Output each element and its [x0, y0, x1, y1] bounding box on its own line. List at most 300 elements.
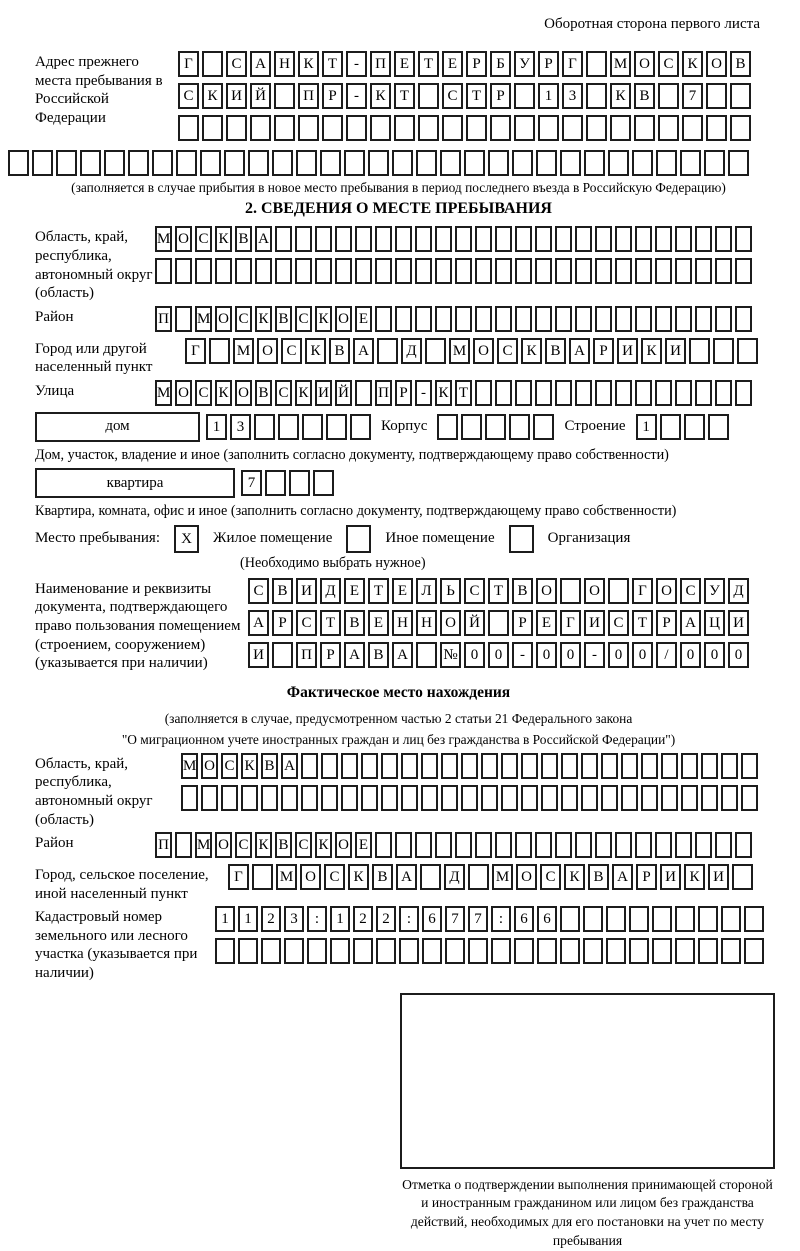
form-cell[interactable]: Е [392, 578, 413, 604]
form-cell[interactable] [395, 306, 412, 332]
form-cell[interactable] [464, 150, 485, 176]
form-cell[interactable] [370, 115, 391, 141]
form-cell[interactable] [514, 83, 535, 109]
form-cell[interactable] [561, 785, 578, 811]
form-cell[interactable]: Д [401, 338, 422, 364]
form-cell[interactable] [675, 380, 692, 406]
form-cell[interactable] [721, 753, 738, 779]
form-cell[interactable]: М [233, 338, 254, 364]
form-cell[interactable] [200, 150, 221, 176]
form-cell[interactable] [215, 258, 232, 284]
form-cell[interactable] [422, 938, 442, 964]
form-cell[interactable] [606, 906, 626, 932]
form-cell[interactable]: К [682, 51, 703, 77]
form-cell[interactable] [175, 832, 192, 858]
form-cell[interactable] [701, 753, 718, 779]
form-cell[interactable] [515, 832, 532, 858]
form-cell[interactable]: И [665, 338, 686, 364]
form-cell[interactable] [706, 115, 727, 141]
form-cell[interactable] [584, 150, 605, 176]
form-cell[interactable] [421, 785, 438, 811]
form-cell[interactable] [675, 938, 695, 964]
form-cell[interactable]: 2 [261, 906, 281, 932]
form-cell[interactable] [675, 258, 692, 284]
form-cell[interactable]: 0 [704, 642, 725, 668]
form-cell[interactable] [575, 226, 592, 252]
form-cell[interactable] [495, 226, 512, 252]
form-cell[interactable] [376, 938, 396, 964]
form-cell[interactable]: К [641, 338, 662, 364]
form-cell[interactable] [684, 414, 705, 440]
form-cell[interactable] [706, 83, 727, 109]
form-cell[interactable]: А [255, 226, 272, 252]
form-cell[interactable] [488, 610, 509, 636]
form-cell[interactable]: И [584, 610, 605, 636]
form-cell[interactable] [320, 150, 341, 176]
form-cell[interactable] [435, 226, 452, 252]
form-cell[interactable] [175, 258, 192, 284]
form-cell[interactable] [461, 785, 478, 811]
form-cell[interactable] [632, 150, 653, 176]
form-cell[interactable] [621, 785, 638, 811]
form-cell[interactable] [512, 150, 533, 176]
form-cell[interactable] [395, 258, 412, 284]
form-cell[interactable] [721, 785, 738, 811]
form-cell[interactable]: С [226, 51, 247, 77]
form-cell[interactable] [395, 226, 412, 252]
form-cell[interactable]: О [584, 578, 605, 604]
form-cell[interactable]: : [307, 906, 327, 932]
form-cell[interactable]: - [415, 380, 432, 406]
form-cell[interactable] [248, 150, 269, 176]
form-cell[interactable] [322, 115, 343, 141]
form-cell[interactable] [744, 906, 764, 932]
form-cell[interactable]: Т [632, 610, 653, 636]
form-cell[interactable]: К [215, 380, 232, 406]
form-cell[interactable] [416, 150, 437, 176]
form-cell[interactable]: В [545, 338, 566, 364]
form-cell[interactable] [629, 938, 649, 964]
form-cell[interactable]: 0 [488, 642, 509, 668]
form-cell[interactable] [341, 753, 358, 779]
form-cell[interactable] [104, 150, 125, 176]
form-cell[interactable]: О [335, 306, 352, 332]
form-cell[interactable]: А [569, 338, 590, 364]
form-cell[interactable] [265, 470, 286, 496]
form-cell[interactable] [737, 338, 758, 364]
form-cell[interactable]: У [514, 51, 535, 77]
form-cell[interactable] [721, 906, 741, 932]
form-cell[interactable]: В [344, 610, 365, 636]
form-cell[interactable]: О [516, 864, 537, 890]
form-cell[interactable]: К [305, 338, 326, 364]
form-cell[interactable] [606, 938, 626, 964]
form-cell[interactable] [202, 51, 223, 77]
form-cell[interactable]: Й [335, 380, 352, 406]
form-cell[interactable] [368, 150, 389, 176]
form-cell[interactable]: 2 [376, 906, 396, 932]
form-cell[interactable] [295, 226, 312, 252]
form-cell[interactable]: К [298, 51, 319, 77]
form-cell[interactable] [695, 226, 712, 252]
form-cell[interactable] [601, 785, 618, 811]
form-cell[interactable]: Е [355, 832, 372, 858]
form-cell[interactable] [735, 258, 752, 284]
form-cell[interactable] [394, 115, 415, 141]
form-cell[interactable] [475, 832, 492, 858]
form-cell[interactable]: - [512, 642, 533, 668]
form-cell[interactable]: С [178, 83, 199, 109]
form-cell[interactable] [80, 150, 101, 176]
form-cell[interactable]: А [281, 753, 298, 779]
form-cell[interactable] [226, 115, 247, 141]
form-cell[interactable] [608, 150, 629, 176]
form-cell[interactable] [415, 832, 432, 858]
form-cell[interactable]: 7 [468, 906, 488, 932]
form-cell[interactable] [615, 380, 632, 406]
form-cell[interactable]: И [248, 642, 269, 668]
form-cell[interactable] [560, 150, 581, 176]
form-cell[interactable] [695, 832, 712, 858]
form-cell[interactable] [315, 258, 332, 284]
form-cell[interactable]: И [660, 864, 681, 890]
form-cell[interactable]: К [435, 380, 452, 406]
form-cell[interactable]: С [442, 83, 463, 109]
form-cell[interactable]: М [155, 226, 172, 252]
form-cell[interactable]: 1 [330, 906, 350, 932]
form-cell[interactable] [475, 306, 492, 332]
form-cell[interactable]: С [296, 610, 317, 636]
form-cell[interactable] [615, 306, 632, 332]
form-cell[interactable]: О [175, 380, 192, 406]
form-cell[interactable]: И [226, 83, 247, 109]
form-cell[interactable] [375, 258, 392, 284]
form-cell[interactable]: Н [274, 51, 295, 77]
form-cell[interactable]: Р [593, 338, 614, 364]
form-cell[interactable]: - [584, 642, 605, 668]
form-cell[interactable] [481, 785, 498, 811]
form-cell[interactable]: О [215, 832, 232, 858]
form-cell[interactable] [704, 150, 725, 176]
form-cell[interactable] [392, 150, 413, 176]
form-cell[interactable] [441, 753, 458, 779]
form-cell[interactable]: 3 [562, 83, 583, 109]
form-cell[interactable]: В [255, 380, 272, 406]
form-cell[interactable] [335, 226, 352, 252]
form-cell[interactable] [301, 785, 318, 811]
checkbox-zhiloe-pomeshchenie[interactable]: X [174, 525, 199, 553]
form-cell[interactable]: 7 [682, 83, 703, 109]
form-cell[interactable] [501, 785, 518, 811]
form-cell[interactable] [381, 753, 398, 779]
form-cell[interactable] [445, 938, 465, 964]
form-cell[interactable] [491, 938, 511, 964]
form-cell[interactable] [521, 785, 538, 811]
form-cell[interactable] [128, 150, 149, 176]
form-cell[interactable] [495, 380, 512, 406]
form-cell[interactable] [275, 226, 292, 252]
form-cell[interactable] [698, 938, 718, 964]
form-cell[interactable] [298, 115, 319, 141]
form-cell[interactable] [468, 864, 489, 890]
form-cell[interactable]: Д [444, 864, 465, 890]
form-cell[interactable] [621, 753, 638, 779]
form-cell[interactable] [175, 306, 192, 332]
form-cell[interactable] [610, 115, 631, 141]
form-cell[interactable] [514, 938, 534, 964]
form-cell[interactable] [415, 258, 432, 284]
form-cell[interactable] [535, 380, 552, 406]
form-cell[interactable] [418, 83, 439, 109]
form-cell[interactable] [341, 785, 358, 811]
form-cell[interactable]: В [235, 226, 252, 252]
form-cell[interactable]: Т [368, 578, 389, 604]
form-cell[interactable] [660, 414, 681, 440]
form-cell[interactable]: 1 [636, 414, 657, 440]
form-cell[interactable]: М [449, 338, 470, 364]
form-cell[interactable]: О [473, 338, 494, 364]
form-cell[interactable]: Б [490, 51, 511, 77]
form-cell[interactable] [575, 306, 592, 332]
form-cell[interactable] [560, 578, 581, 604]
form-cell[interactable]: К [564, 864, 585, 890]
form-cell[interactable] [501, 753, 518, 779]
form-cell[interactable] [538, 115, 559, 141]
form-cell[interactable] [730, 115, 751, 141]
form-cell[interactable]: Р [538, 51, 559, 77]
form-cell[interactable]: О [634, 51, 655, 77]
form-cell[interactable] [321, 785, 338, 811]
form-cell[interactable] [272, 150, 293, 176]
form-cell[interactable] [655, 306, 672, 332]
form-cell[interactable] [296, 150, 317, 176]
form-cell[interactable] [381, 785, 398, 811]
form-cell[interactable]: Т [320, 610, 341, 636]
form-cell[interactable] [535, 258, 552, 284]
form-cell[interactable] [272, 642, 293, 668]
form-cell[interactable]: 0 [728, 642, 749, 668]
form-cell[interactable] [395, 832, 412, 858]
form-cell[interactable] [658, 83, 679, 109]
form-cell[interactable] [490, 115, 511, 141]
form-cell[interactable] [515, 258, 532, 284]
form-cell[interactable]: О [257, 338, 278, 364]
form-cell[interactable]: 1 [538, 83, 559, 109]
form-cell[interactable] [514, 115, 535, 141]
form-cell[interactable] [289, 470, 310, 496]
form-cell[interactable] [586, 115, 607, 141]
form-cell[interactable]: В [730, 51, 751, 77]
form-cell[interactable] [235, 258, 252, 284]
form-cell[interactable] [681, 785, 698, 811]
form-cell[interactable] [301, 753, 318, 779]
form-cell[interactable] [215, 938, 235, 964]
form-cell[interactable] [581, 785, 598, 811]
form-cell[interactable]: С [195, 226, 212, 252]
form-cell[interactable] [555, 258, 572, 284]
form-cell[interactable]: О [536, 578, 557, 604]
form-cell[interactable]: П [370, 51, 391, 77]
form-cell[interactable]: Т [394, 83, 415, 109]
form-cell[interactable]: В [275, 306, 292, 332]
form-cell[interactable]: 3 [284, 906, 304, 932]
form-cell[interactable]: 2 [353, 906, 373, 932]
form-cell[interactable]: А [680, 610, 701, 636]
form-cell[interactable] [418, 115, 439, 141]
form-cell[interactable]: : [399, 906, 419, 932]
form-cell[interactable]: С [195, 380, 212, 406]
form-cell[interactable] [155, 258, 172, 284]
form-cell[interactable]: Р [466, 51, 487, 77]
form-cell[interactable]: А [392, 642, 413, 668]
form-cell[interactable] [274, 83, 295, 109]
form-cell[interactable] [695, 380, 712, 406]
form-cell[interactable]: С [464, 578, 485, 604]
form-cell[interactable] [536, 150, 557, 176]
form-cell[interactable] [455, 832, 472, 858]
form-cell[interactable]: О [235, 380, 252, 406]
form-cell[interactable] [641, 753, 658, 779]
form-cell[interactable]: Ц [704, 610, 725, 636]
form-cell[interactable] [535, 306, 552, 332]
form-cell[interactable] [555, 226, 572, 252]
form-cell[interactable]: Й [250, 83, 271, 109]
form-cell[interactable]: А [353, 338, 374, 364]
form-cell[interactable]: 6 [514, 906, 534, 932]
form-cell[interactable] [695, 306, 712, 332]
form-cell[interactable] [655, 258, 672, 284]
form-cell[interactable]: Р [320, 642, 341, 668]
form-cell[interactable] [466, 115, 487, 141]
form-cell[interactable] [681, 753, 698, 779]
form-cell[interactable]: Ь [440, 578, 461, 604]
form-cell[interactable]: С [540, 864, 561, 890]
form-cell[interactable]: Г [632, 578, 653, 604]
form-cell[interactable]: Е [394, 51, 415, 77]
form-cell[interactable] [302, 414, 323, 440]
form-cell[interactable] [615, 258, 632, 284]
form-cell[interactable]: А [248, 610, 269, 636]
form-cell[interactable] [350, 414, 371, 440]
form-cell[interactable] [307, 938, 327, 964]
form-cell[interactable]: В [634, 83, 655, 109]
form-cell[interactable]: 6 [537, 906, 557, 932]
form-cell[interactable]: В [588, 864, 609, 890]
form-cell[interactable] [261, 938, 281, 964]
form-cell[interactable]: : [491, 906, 511, 932]
form-cell[interactable] [375, 306, 392, 332]
form-cell[interactable] [555, 306, 572, 332]
form-cell[interactable] [730, 83, 751, 109]
form-cell[interactable] [635, 832, 652, 858]
form-cell[interactable] [698, 906, 718, 932]
form-cell[interactable] [321, 753, 338, 779]
form-cell[interactable] [575, 258, 592, 284]
form-cell[interactable] [555, 380, 572, 406]
form-cell[interactable]: Л [416, 578, 437, 604]
form-cell[interactable]: С [248, 578, 269, 604]
form-cell[interactable]: 6 [422, 906, 442, 932]
form-cell[interactable] [535, 226, 552, 252]
form-cell[interactable]: Д [728, 578, 749, 604]
form-cell[interactable] [315, 226, 332, 252]
form-cell[interactable]: Т [466, 83, 487, 109]
form-cell[interactable] [652, 938, 672, 964]
form-cell[interactable] [485, 414, 506, 440]
form-cell[interactable]: М [181, 753, 198, 779]
form-cell[interactable]: О [215, 306, 232, 332]
form-cell[interactable]: И [315, 380, 332, 406]
form-cell[interactable]: Р [322, 83, 343, 109]
form-cell[interactable] [555, 832, 572, 858]
form-cell[interactable]: С [281, 338, 302, 364]
form-cell[interactable] [401, 753, 418, 779]
form-cell[interactable] [152, 150, 173, 176]
form-cell[interactable] [355, 380, 372, 406]
form-cell[interactable]: Р [272, 610, 293, 636]
form-cell[interactable] [399, 938, 419, 964]
form-cell[interactable] [601, 753, 618, 779]
form-cell[interactable] [495, 832, 512, 858]
form-cell[interactable] [713, 338, 734, 364]
form-cell[interactable]: 1 [215, 906, 235, 932]
form-cell[interactable]: 7 [445, 906, 465, 932]
form-cell[interactable]: С [221, 753, 238, 779]
form-cell[interactable]: - [346, 51, 367, 77]
form-cell[interactable] [735, 226, 752, 252]
form-cell[interactable] [595, 226, 612, 252]
form-cell[interactable] [715, 832, 732, 858]
form-cell[interactable]: В [261, 753, 278, 779]
form-cell[interactable] [586, 51, 607, 77]
form-cell[interactable] [224, 150, 245, 176]
form-cell[interactable] [326, 414, 347, 440]
form-cell[interactable] [437, 414, 458, 440]
form-cell[interactable] [353, 938, 373, 964]
form-cell[interactable]: К [295, 380, 312, 406]
form-cell[interactable] [475, 258, 492, 284]
form-cell[interactable] [595, 380, 612, 406]
form-cell[interactable] [562, 115, 583, 141]
form-cell[interactable]: К [370, 83, 391, 109]
form-cell[interactable] [475, 380, 492, 406]
form-cell[interactable] [461, 414, 482, 440]
form-cell[interactable] [241, 785, 258, 811]
checkbox-inoe-pomeshchenie[interactable] [346, 525, 371, 553]
form-cell[interactable] [335, 258, 352, 284]
form-cell[interactable]: 0 [632, 642, 653, 668]
form-cell[interactable] [495, 306, 512, 332]
form-cell[interactable] [656, 150, 677, 176]
form-cell[interactable] [238, 938, 258, 964]
form-cell[interactable] [475, 226, 492, 252]
form-cell[interactable] [401, 785, 418, 811]
form-cell[interactable]: П [155, 306, 172, 332]
form-cell[interactable]: С [658, 51, 679, 77]
form-cell[interactable]: Р [656, 610, 677, 636]
form-cell[interactable] [521, 753, 538, 779]
form-cell[interactable] [461, 753, 478, 779]
form-cell[interactable]: - [346, 83, 367, 109]
form-cell[interactable]: О [175, 226, 192, 252]
form-cell[interactable] [715, 258, 732, 284]
form-cell[interactable] [252, 864, 273, 890]
form-cell[interactable] [440, 150, 461, 176]
form-cell[interactable] [655, 832, 672, 858]
form-cell[interactable]: К [684, 864, 705, 890]
form-cell[interactable] [274, 115, 295, 141]
form-cell[interactable] [581, 753, 598, 779]
